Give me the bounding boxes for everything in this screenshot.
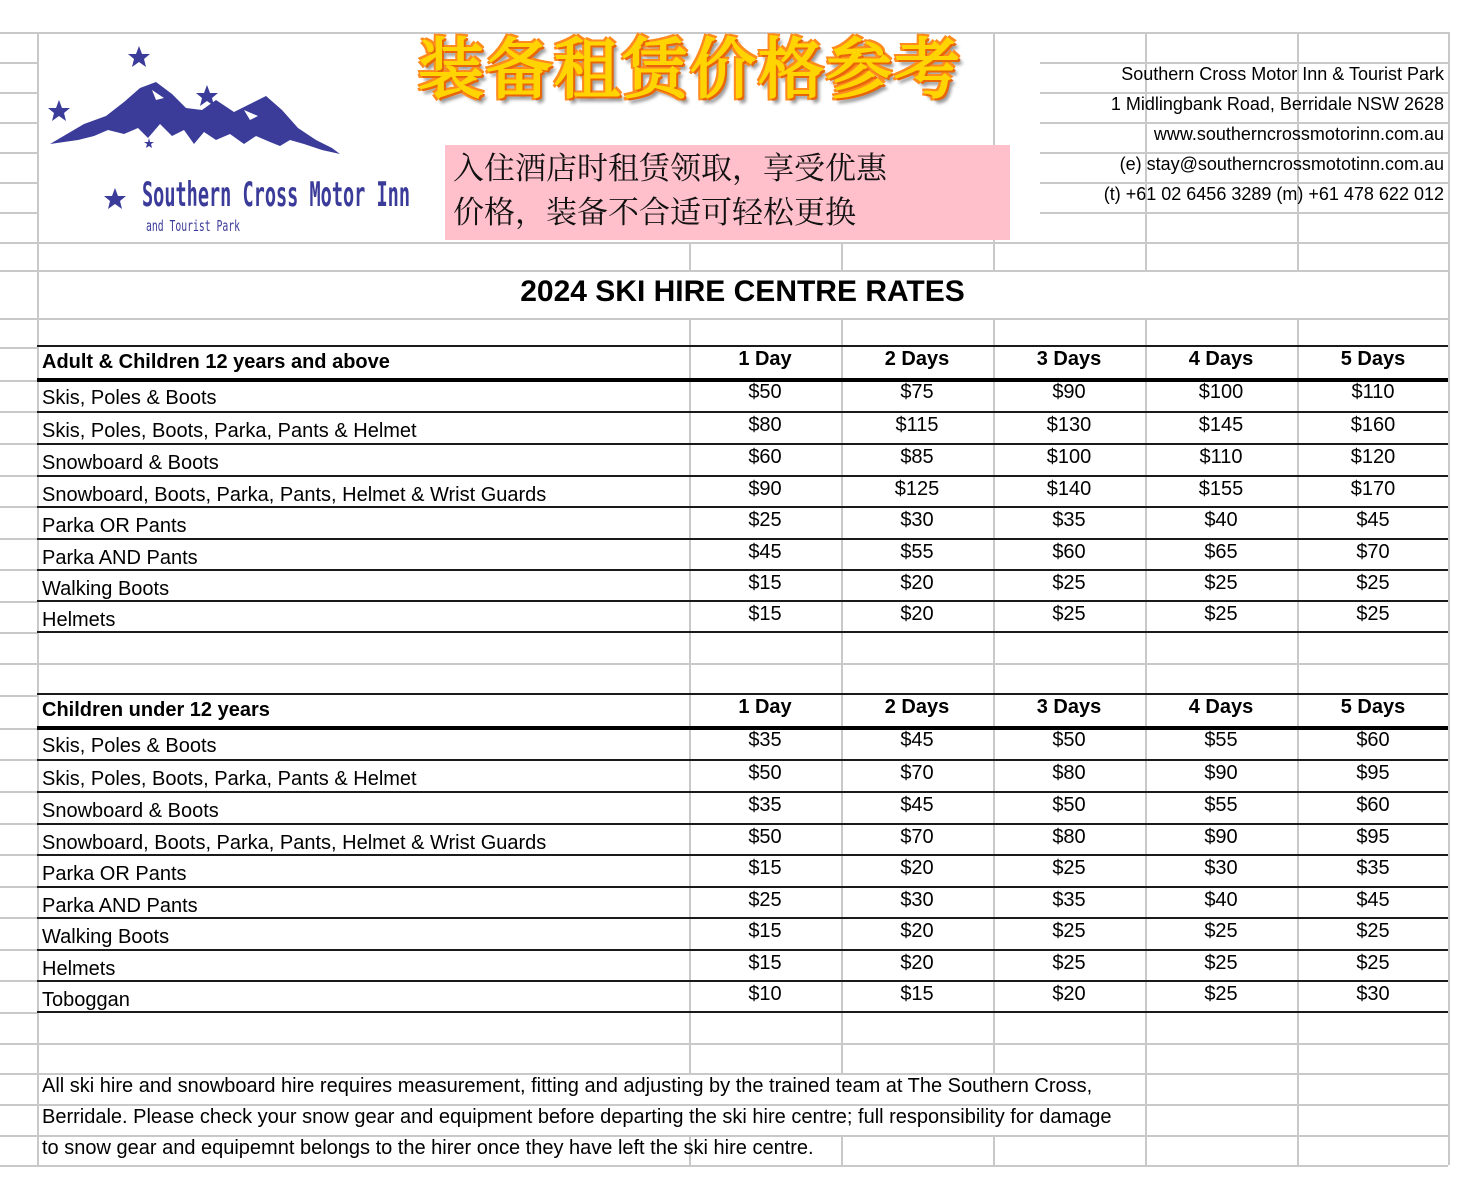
mountain-icon	[50, 82, 340, 154]
item-name: Snowboard & Boots	[42, 452, 219, 474]
table-rule	[37, 631, 1448, 633]
price-cell: $20	[900, 857, 934, 879]
table-row	[37, 888, 1448, 919]
price-cell: $15	[748, 920, 782, 942]
price-cell: $55	[900, 541, 934, 563]
price-cell: $25	[1204, 603, 1238, 625]
price-cell: $95	[1356, 826, 1390, 848]
price-cell: $125	[894, 478, 940, 500]
column-header: 3 Days	[1036, 696, 1102, 718]
grid-line	[0, 917, 37, 919]
grid-line	[0, 728, 37, 730]
price-cell: $35	[1052, 509, 1086, 531]
grid-line	[0, 122, 37, 124]
grid-line	[0, 347, 37, 349]
price-cell: $65	[1204, 541, 1238, 563]
price-cell: $40	[1204, 889, 1238, 911]
price-cell: $25	[1204, 983, 1238, 1005]
grid-line	[0, 980, 37, 982]
table-header-row	[37, 347, 1448, 378]
grid-line	[37, 318, 1448, 320]
grid-line	[0, 443, 37, 445]
grid-line	[0, 695, 37, 697]
footnote-line: All ski hire and snowboard hire requires measurement, fitting and adjusting by the trained team at The Southern Cross,	[42, 1075, 1093, 1097]
grid-line	[37, 1043, 1448, 1045]
grid-line	[0, 759, 37, 761]
grid-line	[1297, 1073, 1299, 1165]
price-cell: $115	[895, 414, 939, 436]
price-cell: $35	[1356, 857, 1390, 879]
grid-line	[0, 212, 37, 214]
price-cell: $50	[748, 381, 782, 403]
column-header: 2 Days	[884, 696, 950, 718]
grid-line	[0, 791, 37, 793]
motor-inn-logo	[44, 38, 414, 238]
grid-line	[0, 92, 37, 94]
column-header: 4 Days	[1188, 696, 1254, 718]
grid-line	[0, 949, 37, 951]
item-name: Parka OR Pants	[42, 863, 187, 885]
item-name: Toboggan	[42, 989, 130, 1011]
grid-line	[0, 506, 37, 508]
price-cell: $145	[1198, 414, 1244, 436]
table-row	[37, 540, 1448, 571]
item-name: Helmets	[42, 958, 116, 980]
price-cell: $15	[900, 983, 934, 1005]
column-header: 3 Days	[1036, 348, 1102, 370]
contact-phone: (t) +61 02 6456 3289 (m) +61 478 622 012	[1103, 184, 1444, 204]
price-cell: $25	[1356, 952, 1390, 974]
grid-line	[0, 182, 37, 184]
price-cell: $30	[900, 509, 934, 531]
table-row	[37, 982, 1448, 1013]
price-cell: $110	[1351, 381, 1395, 403]
table-row	[37, 761, 1448, 792]
table-row	[37, 445, 1448, 476]
grid-line	[0, 1012, 37, 1014]
table-row	[37, 380, 1448, 411]
price-cell: $25	[1356, 920, 1390, 942]
table-heading: Adult & Children 12 years and above	[42, 351, 390, 373]
grid-line	[0, 380, 37, 382]
price-cell: $45	[748, 541, 782, 563]
item-name: Walking Boots	[42, 578, 170, 600]
price-cell: $35	[748, 729, 782, 751]
price-cell: $95	[1356, 762, 1390, 784]
table-header-row	[37, 695, 1448, 726]
grid-line	[0, 242, 37, 244]
contact-website: www.southerncrossmotorinn.com.au	[1153, 124, 1444, 144]
column-header: 2 Days	[884, 348, 950, 370]
price-cell: $100	[1046, 446, 1092, 468]
item-name: Snowboard & Boots	[42, 800, 219, 822]
chinese-notice-line: 入住酒店时租赁领取，享受优惠	[453, 151, 887, 187]
table-row	[37, 508, 1448, 539]
price-cell: $25	[1204, 920, 1238, 942]
price-cell: $160	[1350, 414, 1396, 436]
item-name: Skis, Poles, Boots, Parka, Pants & Helmet	[42, 420, 417, 442]
column-header: 5 Days	[1340, 348, 1406, 370]
price-cell: $85	[900, 446, 934, 468]
price-cell: $100	[1198, 381, 1244, 403]
price-cell: $25	[1052, 920, 1086, 942]
table-row	[37, 825, 1448, 856]
grid-line	[0, 318, 37, 320]
price-cell: $25	[1052, 572, 1086, 594]
price-cell: $25	[748, 509, 782, 531]
column-header: 4 Days	[1188, 348, 1254, 370]
price-cell: $45	[1356, 889, 1390, 911]
price-cell: $25	[1204, 572, 1238, 594]
table-row	[37, 793, 1448, 824]
grid-line	[37, 242, 1448, 244]
logo-name: Southern Cross Motor Inn	[142, 175, 410, 215]
price-cell: $60	[748, 446, 782, 468]
grid-line	[0, 152, 37, 154]
grid-line	[841, 242, 843, 270]
price-cell: $90	[1204, 762, 1238, 784]
item-name: Parka OR Pants	[42, 515, 187, 537]
footnote-line: Berridale. Please check your snow gear and equipment before departing the ski hire centre; full responsibility for damage	[42, 1106, 1112, 1128]
price-cell: $40	[1204, 509, 1238, 531]
table-rule	[37, 1011, 1448, 1013]
price-cell: $70	[900, 826, 934, 848]
price-cell: $80	[748, 414, 782, 436]
price-cell: $25	[1356, 572, 1390, 594]
grid-line	[37, 663, 1448, 665]
grid-line	[1040, 212, 1448, 214]
price-cell: $20	[900, 952, 934, 974]
price-cell: $70	[900, 762, 934, 784]
table-heading: Children under 12 years	[42, 699, 270, 721]
price-cell: $170	[1350, 478, 1396, 500]
grid-line	[0, 663, 37, 665]
price-cell: $50	[748, 762, 782, 784]
item-name: Skis, Poles & Boots	[42, 735, 217, 757]
grid-line	[0, 854, 37, 856]
price-cell: $45	[900, 794, 934, 816]
item-name: Skis, Poles & Boots	[42, 387, 217, 409]
contact-email: (e) stay@southerncrossmototinn.com.au	[1119, 154, 1444, 174]
price-cell: $75	[900, 381, 934, 403]
price-cell: $25	[1052, 603, 1086, 625]
price-cell: $15	[748, 857, 782, 879]
price-cell: $50	[748, 826, 782, 848]
item-name: Helmets	[42, 609, 116, 631]
price-cell: $15	[748, 572, 782, 594]
price-cell: $155	[1198, 478, 1244, 500]
table-row	[37, 728, 1448, 759]
price-cell: $130	[1046, 414, 1092, 436]
table-row	[37, 602, 1448, 633]
table-row	[37, 919, 1448, 950]
grid-line	[0, 823, 37, 825]
price-cell: $140	[1046, 478, 1092, 500]
price-cell: $30	[900, 889, 934, 911]
price-cell: $110	[1199, 446, 1243, 468]
footnote	[42, 1071, 1292, 1164]
price-cell: $55	[1204, 729, 1238, 751]
price-cell: $25	[748, 889, 782, 911]
price-cell: $25	[1052, 857, 1086, 879]
price-cell: $20	[900, 920, 934, 942]
price-cell: $90	[1052, 381, 1086, 403]
price-cell: $15	[748, 952, 782, 974]
price-cell: $50	[1052, 794, 1086, 816]
chinese-notice	[445, 145, 1010, 240]
price-cell: $20	[900, 603, 934, 625]
item-name: Parka AND Pants	[42, 895, 198, 917]
table-row	[37, 856, 1448, 887]
logo-sub: and Tourist Park	[146, 217, 240, 235]
column-header: 1 Day	[738, 696, 792, 718]
item-name: Snowboard, Boots, Parka, Pants, Helmet & Wrist Guards	[42, 832, 547, 854]
price-cell: $30	[1356, 983, 1390, 1005]
grid-line	[0, 475, 37, 477]
chinese-title: 装备租赁价格参考	[418, 31, 962, 108]
grid-line	[0, 62, 37, 64]
item-name: Snowboard, Boots, Parka, Pants, Helmet & Wrist Guards	[42, 484, 547, 506]
grid-line	[0, 1165, 37, 1167]
contact-details	[1024, 59, 1444, 209]
table-row	[37, 477, 1448, 508]
item-name: Walking Boots	[42, 926, 170, 948]
footnote-line: to snow gear and equipemnt belongs to the hirer once they have left the ski hire centre.	[42, 1137, 814, 1159]
price-cell: $35	[748, 794, 782, 816]
grid-line	[0, 569, 37, 571]
price-cell: $50	[1052, 729, 1086, 751]
grid-line	[0, 632, 37, 634]
price-cell: $120	[1350, 446, 1396, 468]
page-title: 2024 SKI HIRE CENTRE RATES	[520, 275, 965, 308]
table-row	[37, 571, 1448, 602]
price-cell: $30	[1204, 857, 1238, 879]
grid-line	[0, 1043, 37, 1045]
price-cell: $20	[900, 572, 934, 594]
item-name: Skis, Poles, Boots, Parka, Pants & Helmet	[42, 768, 417, 790]
table-row	[37, 413, 1448, 444]
price-cell: $25	[1204, 952, 1238, 974]
price-cell: $25	[1052, 952, 1086, 974]
grid-line	[0, 886, 37, 888]
price-cell: $25	[1356, 603, 1390, 625]
price-cell: $20	[1052, 983, 1086, 1005]
grid-line	[0, 1135, 37, 1137]
grid-line	[0, 601, 37, 603]
grid-line	[0, 1073, 37, 1075]
price-cell: $35	[1052, 889, 1086, 911]
grid-line	[0, 1104, 37, 1106]
item-name: Parka AND Pants	[42, 547, 198, 569]
price-cell: $60	[1356, 729, 1390, 751]
price-cell: $60	[1356, 794, 1390, 816]
grid-line	[0, 270, 37, 272]
grid-line	[0, 32, 37, 34]
contact-address: 1 Midlingbank Road, Berridale NSW 2628	[1110, 94, 1444, 114]
column-header: 1 Day	[738, 348, 792, 370]
price-cell: $15	[748, 603, 782, 625]
grid-line	[37, 1165, 1448, 1167]
price-cell: $45	[1356, 509, 1390, 531]
grid-line	[689, 242, 691, 270]
price-cell: $45	[900, 729, 934, 751]
price-cell: $55	[1204, 794, 1238, 816]
price-cell: $90	[748, 478, 782, 500]
column-header: 5 Days	[1340, 696, 1406, 718]
grid-line	[0, 411, 37, 413]
contact-name: Southern Cross Motor Inn & Tourist Park	[1121, 64, 1444, 84]
price-cell: $80	[1052, 826, 1086, 848]
grid-line	[0, 538, 37, 540]
price-cell: $70	[1356, 541, 1390, 563]
price-cell: $90	[1204, 826, 1238, 848]
price-cell: $80	[1052, 762, 1086, 784]
chinese-notice-line: 价格，装备不合适可轻松更换	[453, 195, 856, 231]
price-cell: $10	[748, 983, 782, 1005]
price-cell: $60	[1052, 541, 1086, 563]
table-row	[37, 951, 1448, 982]
